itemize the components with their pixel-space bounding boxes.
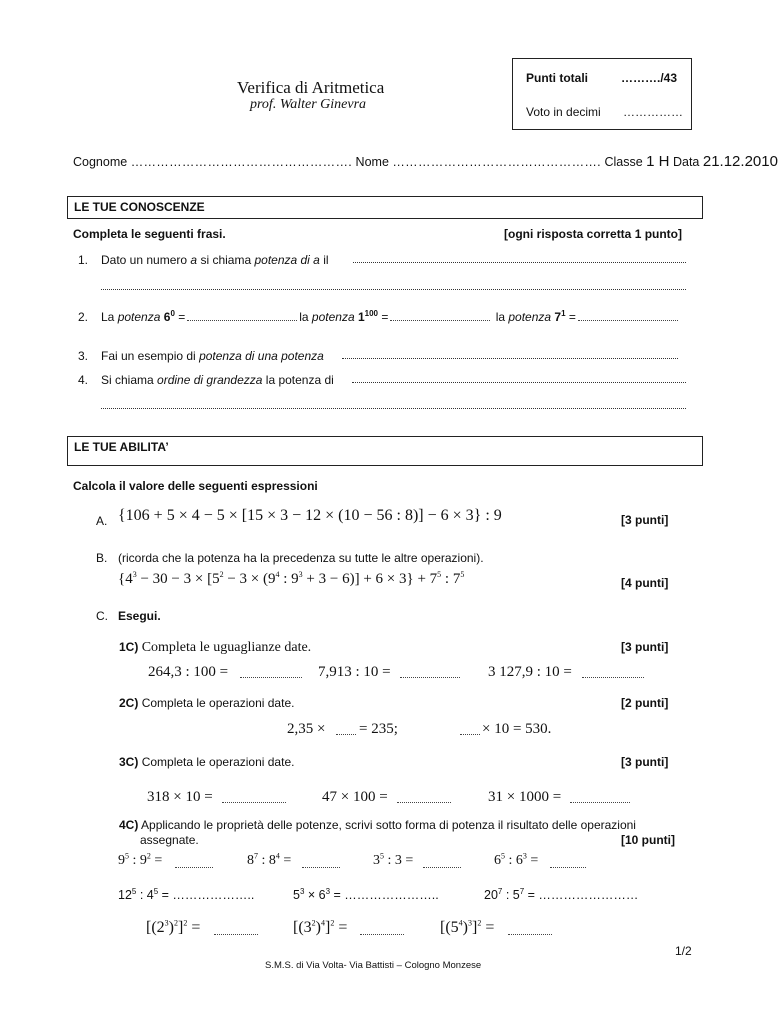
c4-blank-2[interactable] xyxy=(302,867,340,868)
c4-blank-9[interactable] xyxy=(360,934,404,935)
skills-heading: LE TUE ABILITA’ xyxy=(67,436,703,466)
knowledge-points: [ogni risposta corretta 1 punto] xyxy=(504,227,683,241)
surname-field[interactable]: ……………………………………………. xyxy=(130,155,353,169)
answer-line-1b[interactable] xyxy=(101,289,686,290)
question-4-number: 4. xyxy=(78,373,89,387)
c4-item-2: $8^7$ : $8^4$ = xyxy=(247,851,292,868)
question-2: La potenza $6^0$ = la potenza $1^{100}$ = la potenza $7^1$ = xyxy=(101,310,680,324)
class-value: 1 H xyxy=(646,153,670,170)
c3-blank-2[interactable] xyxy=(397,802,451,803)
c4-item-1: $9^5$ : $9^2$ = xyxy=(118,851,163,868)
c3-points: [3 punti] xyxy=(621,755,669,769)
c1-equation-1: 264,3 : 100 = xyxy=(148,664,229,680)
name-label: Nome xyxy=(355,155,389,169)
knowledge-instruction: Completa le seguenti frasi. xyxy=(73,227,226,241)
answer-line-1a[interactable] xyxy=(353,262,686,263)
c4-item-3: $3^5$ : 3 = xyxy=(373,851,414,868)
knowledge-heading: LE TUE CONOSCENZE xyxy=(67,196,703,219)
c4-header: 4C) Applicando le proprietà delle potenze, scrivi sotto forma di potenza il risultato delle operazioni xyxy=(119,818,636,832)
score-box xyxy=(512,58,692,130)
exercise-b-note: (ricorda che la potenza ha la precedenza su tutte le altre operazioni). xyxy=(118,551,484,565)
totals-value[interactable]: ………./43 xyxy=(621,71,678,85)
c3-equation-3: 31 × 1000 = xyxy=(488,789,562,805)
c3-equation-2: 47 × 100 = xyxy=(322,789,388,805)
c4-item-7: $20^7$ : $5^7$ = …………………… xyxy=(484,886,639,902)
c4-blank-3[interactable] xyxy=(423,867,461,868)
c4-item-4: $6^5$ : $6^3$ = xyxy=(494,851,539,868)
c3-equation-1: 318 × 10 = xyxy=(147,789,213,805)
question-1: Dato un numero a si chiama potenza di a il xyxy=(101,253,329,267)
c1-blank-2[interactable] xyxy=(400,677,460,678)
grade-label: Voto in decimi xyxy=(526,105,601,119)
c1-points: [3 punti] xyxy=(621,640,669,654)
c2-header: 2C) Completa le operazioni date. xyxy=(119,696,295,710)
exercise-a-expression: {106 + 5 × 4 − 5 × [15 × 3 − 12 × (10 − 56 : 8)] − 6 × 3} : 9 xyxy=(118,507,502,524)
c4-blank-8[interactable] xyxy=(214,934,258,935)
c2-equation-2: × 10 = 530. xyxy=(482,721,552,737)
question-2-number: 2. xyxy=(78,310,89,324)
exercise-a-label: A. xyxy=(96,514,108,528)
c1-header: 1C) Completa le uguaglianze date. xyxy=(119,640,312,655)
c1-blank-3[interactable] xyxy=(582,677,644,678)
exercise-b-label: B. xyxy=(96,551,108,565)
question-3-number: 3. xyxy=(78,349,89,363)
c4-item-10: $[(5^4)^3]^2$ = xyxy=(440,918,495,936)
name-field[interactable]: …………………………………………. xyxy=(392,155,601,169)
exercise-b-expression: {$4^3 - 30 - 3 \times [5^2 - 3 \times (9^4$ : $9^3 + 3 - 6)] + 6 \times 3\} + 7^5$ : $7^5$ xyxy=(118,570,465,587)
date-label: Data xyxy=(672,155,700,169)
c4-blank-10[interactable] xyxy=(508,934,552,935)
author-name: prof. Walter Ginevra xyxy=(250,97,367,112)
answer-line-4b[interactable] xyxy=(101,408,686,409)
skills-instruction: Calcola il valore delle seguenti espressioni xyxy=(73,479,318,493)
c1-equation-3: 3 127,9 : 10 = xyxy=(488,664,572,680)
c4-blank-1[interactable] xyxy=(175,867,213,868)
document-title: Verifica di Aritmetica xyxy=(237,78,385,97)
surname-label: Cognome xyxy=(73,155,128,169)
c2-points: [2 punti] xyxy=(621,696,669,710)
question-1-number: 1. xyxy=(78,253,89,267)
c1-equation-2: 7,913 : 10 = xyxy=(318,664,391,680)
class-label: Classe xyxy=(604,155,643,169)
c2-equation-1b: = 235; xyxy=(359,721,398,737)
c4-item-5: $12^5$ : $4^5$ = ……………….. xyxy=(118,886,255,902)
exercise-b-points: [4 punti] xyxy=(621,576,669,590)
c2-blank-1[interactable] xyxy=(336,734,356,735)
c4-item-8: $[(2^3)^2]^2$ = xyxy=(146,918,201,936)
c3-blank-3[interactable] xyxy=(570,802,630,803)
exercise-c-label: C. xyxy=(96,609,108,623)
c2-blank-2[interactable] xyxy=(460,734,480,735)
grade-value[interactable]: …………… xyxy=(623,105,683,119)
c4-points: [10 punti] xyxy=(621,833,675,847)
c4-blank-4[interactable] xyxy=(550,867,586,868)
student-line xyxy=(73,153,778,170)
exercise-a-points: [3 punti] xyxy=(621,513,669,527)
c4-item-9: $[(3^2)^4]^2$ = xyxy=(293,918,348,936)
page-number: 1/2 xyxy=(675,944,692,958)
answer-line-4a[interactable] xyxy=(352,382,686,383)
totals-label: Punti totali xyxy=(526,71,588,85)
answer-line-3[interactable] xyxy=(342,358,678,359)
question-3: Fai un esempio di potenza di una potenza xyxy=(101,349,324,363)
question-4: Si chiama ordine di grandezza la potenza di xyxy=(101,373,334,387)
c3-blank-1[interactable] xyxy=(222,802,286,803)
date-value: 21.12.2010 xyxy=(702,153,778,170)
school-footer: S.M.S. di Via Volta- Via Battisti – Cologno Monzese xyxy=(265,960,482,971)
c4-header-cont: assegnate. xyxy=(140,833,199,847)
c2-equation-1a: 2,35 × xyxy=(287,721,326,737)
exercise-c-title: Esegui. xyxy=(118,609,161,623)
c3-header: 3C) Completa le operazioni date. xyxy=(119,755,295,769)
c1-blank-1[interactable] xyxy=(240,677,302,678)
c4-item-6: $5^3 \times 6^3$ = ………………….. xyxy=(293,886,439,902)
